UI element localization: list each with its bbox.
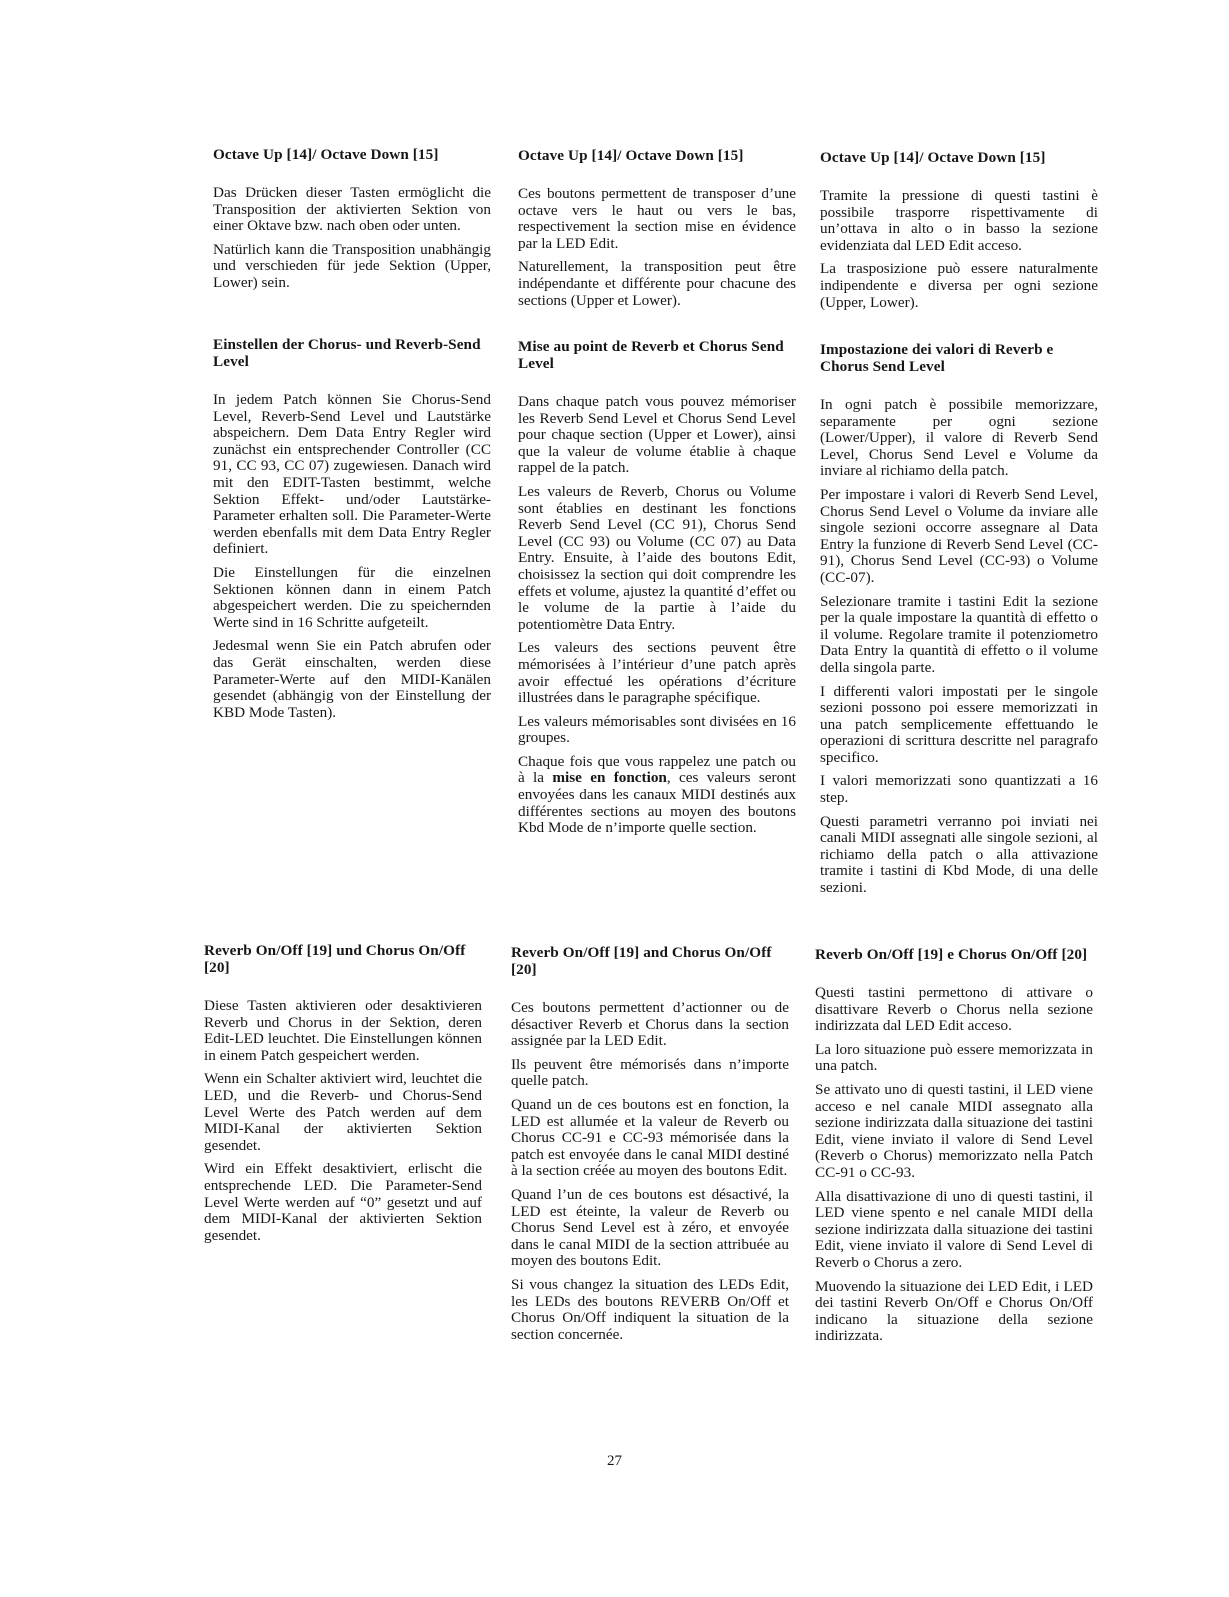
paragraph: Selezionare tramite i tastini Edit la sezione per la quale impostare la quantità di effetto o il volume. Regolare tramite il potenziometro Data Entry la quantità di effetto o il volume della singola parte.	[820, 592, 1098, 676]
column-french-lower	[511, 0, 789, 1597]
paragraph: Muovendo la situazione dei LED Edit, i LED dei tastini Reverb On/Off e Chorus On/Off indicano la situazione della sezione indirizzata.	[815, 1277, 1093, 1345]
paragraph: Ces boutons permettent de transposer d’une octave vers le haut ou vers le bas, respectivement la section mise en évidence par la LED Edit.	[518, 185, 796, 252]
section-heading: Octave Up [14]/ Octave Down [15]	[820, 149, 1046, 166]
paragraph: Quand l’un de ces boutons est désactivé, la LED est éteinte, la valeur de Reverb ou Chorus Send Level est à zéro, et envoyée dans le canal MIDI de la section attribuée au moyen des boutons Edit.	[511, 1185, 789, 1270]
paragraph: In ogni patch è possibile memorizzare, separamente per ogni sezione (Lower/Upper), il valore di Reverb Send Level, Chorus Send Level e Volume da inviare al richiamo della patch.	[820, 396, 1098, 480]
paragraph: In jedem Patch können Sie Chorus-Send Level, Reverb-Send Level und Lautstärke abspeichern. Dem Data Entry Regler wird zunächst ein entsprechender Controller (CC 91, CC 93, CC 07) zugewiesen. Danach wird mit den EDIT-Tasten bestimmt, welche Sektion Effekt- und/oder Lautstärke-Parameter erhalten soll. Die Parameter-Werte werden ebenfalls mit dem Data Entry Regler definiert.	[213, 391, 491, 558]
paragraph: La loro situazione può essere memorizzata in una patch.	[815, 1040, 1093, 1075]
paragraph: Wird ein Effekt desaktiviert, erlischt die entsprechende LED. Die Parameter-Send Level Werte werden auf “0” gesetzt und auf dem MIDI-Kanal der aktivierten Sektion gesendet.	[204, 1160, 482, 1244]
emphasis-text: mise en fonction	[552, 769, 667, 787]
paragraph: I differenti valori impostati per le singole sezioni possono poi essere memorizzati in una patch semplicemente effettuando le operazioni di scrittura descritte nel paragrafo specifico.	[820, 682, 1098, 766]
section-reverb-chorus	[204, 942, 482, 1251]
paragraph: Ils peuvent être mémorisés dans n’importe quelle patch.	[511, 1055, 789, 1090]
paragraph: La trasposizione può essere naturalmente indipendente e diversa per ogni sezione (Upper, Lower).	[820, 260, 1098, 311]
paragraph: Questi parametri verranno poi inviati nei canali MIDI assegnati alle singole sezioni, al richiamo della patch o alla attivazione tramite i tastini di Kbd Mode, di una delle sezioni.	[820, 812, 1098, 897]
paragraph: Diese Tasten aktivieren oder desaktivieren Reverb und Chorus in der Sektion, deren Edit-LED leuchtet. Die Einstellungen können in einem Patch gespeichert werden.	[204, 997, 482, 1064]
section-heading: Reverb On/Off [19] und Chorus On/Off [20]	[204, 942, 466, 976]
paragraph: Dans chaque patch vous pouvez mémoriser les Reverb Send Level et Chorus Send Level pour chaque section (Upper et Lower), ainsi que la valeur de volume établie à chaque rappel de la patch.	[518, 393, 796, 477]
paragraph: Naturellement, la transposition peut être indépendante et différente pour chacune des sections (Upper et Lower).	[518, 258, 796, 309]
section-heading: Mise au point de Reverb et Chorus Send Level	[518, 338, 784, 372]
section-reverb-chorus	[815, 946, 1093, 1352]
paragraph: Natürlich kann die Transposition unabhängig und verschieden für jede Sektion (Upper, Lower) sein.	[213, 240, 491, 291]
text-run: , ces valeurs seront envoyées dans les canaux MIDI destinés aux différentes sections au moyen des boutons Kbd Mode de n’importe quelle section.	[518, 769, 797, 837]
paragraph: Questi tastini permettono di attivare o disattivare Reverb o Chorus nella sezione indirizzata dal LED Edit acceso.	[815, 984, 1093, 1035]
section-heading: Reverb On/Off [19] e Chorus On/Off [20]	[815, 946, 1088, 963]
section-heading: Einstellen der Chorus- und Reverb-Send Level	[213, 336, 481, 370]
section-heading: Impostazione dei valori di Reverb e Chorus Send Level	[820, 341, 1054, 375]
paragraph: Alla disattivazione di uno di questi tastini, il LED viene spento e nel canale MIDI della sezione indirizzata dalla situazione dei tastini Edit, viene inviato il valore di Send Level di Reverb o Chorus a zero.	[815, 1187, 1093, 1271]
paragraph: Les valeurs de Reverb, Chorus ou Volume sont établies en destinant les fonctions Reverb Send Level (CC 91), Chorus Send Level (CC 93) ou Volume (CC 07) au Data Entry. Ensuite, à l’aide des boutons Edit, choisissez la section qui doit comprendre les effets et volume, ajustez la quantité d’effet ou le volume de la partie à l’aide du potentiomètre Data Entry.	[518, 482, 796, 633]
paragraph: Ces boutons permettent d’actionner ou de désactiver Reverb et Chorus dans la section assignée par la LED Edit.	[511, 999, 789, 1050]
paragraph: Se attivato uno di questi tastini, il LED viene acceso e nel canale MIDI assegnato alla sezione indirizzata dalla situazione dei tastini Edit, viene inviato il valore di Send Level (Reverb o Chorus) memorizzato nella Patch CC-91 o CC-93.	[815, 1080, 1093, 1181]
paragraph: I valori memorizzati sono quantizzati a 16 step.	[820, 772, 1098, 807]
paragraph: Die Einstellungen für die einzelnen Sektionen können dann in einem Patch abgespeichert werden. Die zu speichernden Werte sind in 16 Schritte aufgeteilt.	[213, 563, 491, 631]
paragraph: Jedesmal wenn Sie ein Patch abrufen oder das Gerät einschalten, werden diese Parameter-Werte auf den MIDI-Kanälen gesendet (abhängig von der Einstellung der KBD Mode Tasten).	[213, 637, 491, 721]
section-heading: Octave Up [14]/ Octave Down [15]	[518, 147, 744, 164]
column-italian-lower	[815, 0, 1093, 1597]
paragraph: Das Drücken dieser Tasten ermöglicht die Transposition der aktivierten Sektion von einer Oktave bzw. nach oben oder unten.	[213, 184, 491, 235]
page-number: 27	[607, 1453, 622, 1469]
section-heading: Octave Up [14]/ Octave Down [15]	[213, 146, 439, 163]
paragraph: Wenn ein Schalter aktiviert wird, leuchtet die LED, und die Reverb- und Chorus-Send Level Werte des Patch werden auf dem MIDI-Kanal der aktivierten Sektion gesendet.	[204, 1070, 482, 1154]
paragraph: Les valeurs des sections peuvent être mémorisées à l’intérieur d’une patch après avoir effectué les opérations d’écriture illustrées dans le paragraphe spécifique.	[518, 639, 796, 707]
text-run: Chaque fois que vous rappelez une patch ou à la	[518, 752, 796, 787]
paragraph: Quand un de ces boutons est en fonction, la LED est allumée et la valeur de Reverb ou Chorus CC-91 e CC-93 mémorisée dans la patch est envoyée dans le canal MIDI destiné à la section créée au moyen des boutons Edit.	[511, 1095, 789, 1180]
section-heading: Reverb On/Off [19] and Chorus On/Off [20]	[511, 944, 772, 978]
paragraph: Les valeurs mémorisables sont divisées en 16 groupes.	[518, 712, 796, 747]
paragraph: Per impostare i valori di Reverb Send Level, Chorus Send Level o Volume da inviare alle singole sezioni occorre assegnare al Data Entry la funzione di Reverb Send Level (CC-91), Chorus Send Level (CC-93) o Volume (CC-07).	[820, 485, 1098, 586]
paragraph: Si vous changez la situation des LEDs Edit, les LEDs des boutons REVERB On/Off et Chorus On/Off indiquent la situation de la section concernée.	[511, 1275, 789, 1343]
section-reverb-chorus	[511, 944, 789, 1350]
column-german-lower	[204, 0, 482, 1597]
paragraph: Tramite la pressione di questi tastini è possibile trasporre rispettivamente di un’ottava in alto o in basso la sezione evidenziata dal LED Edit acceso.	[820, 187, 1098, 254]
